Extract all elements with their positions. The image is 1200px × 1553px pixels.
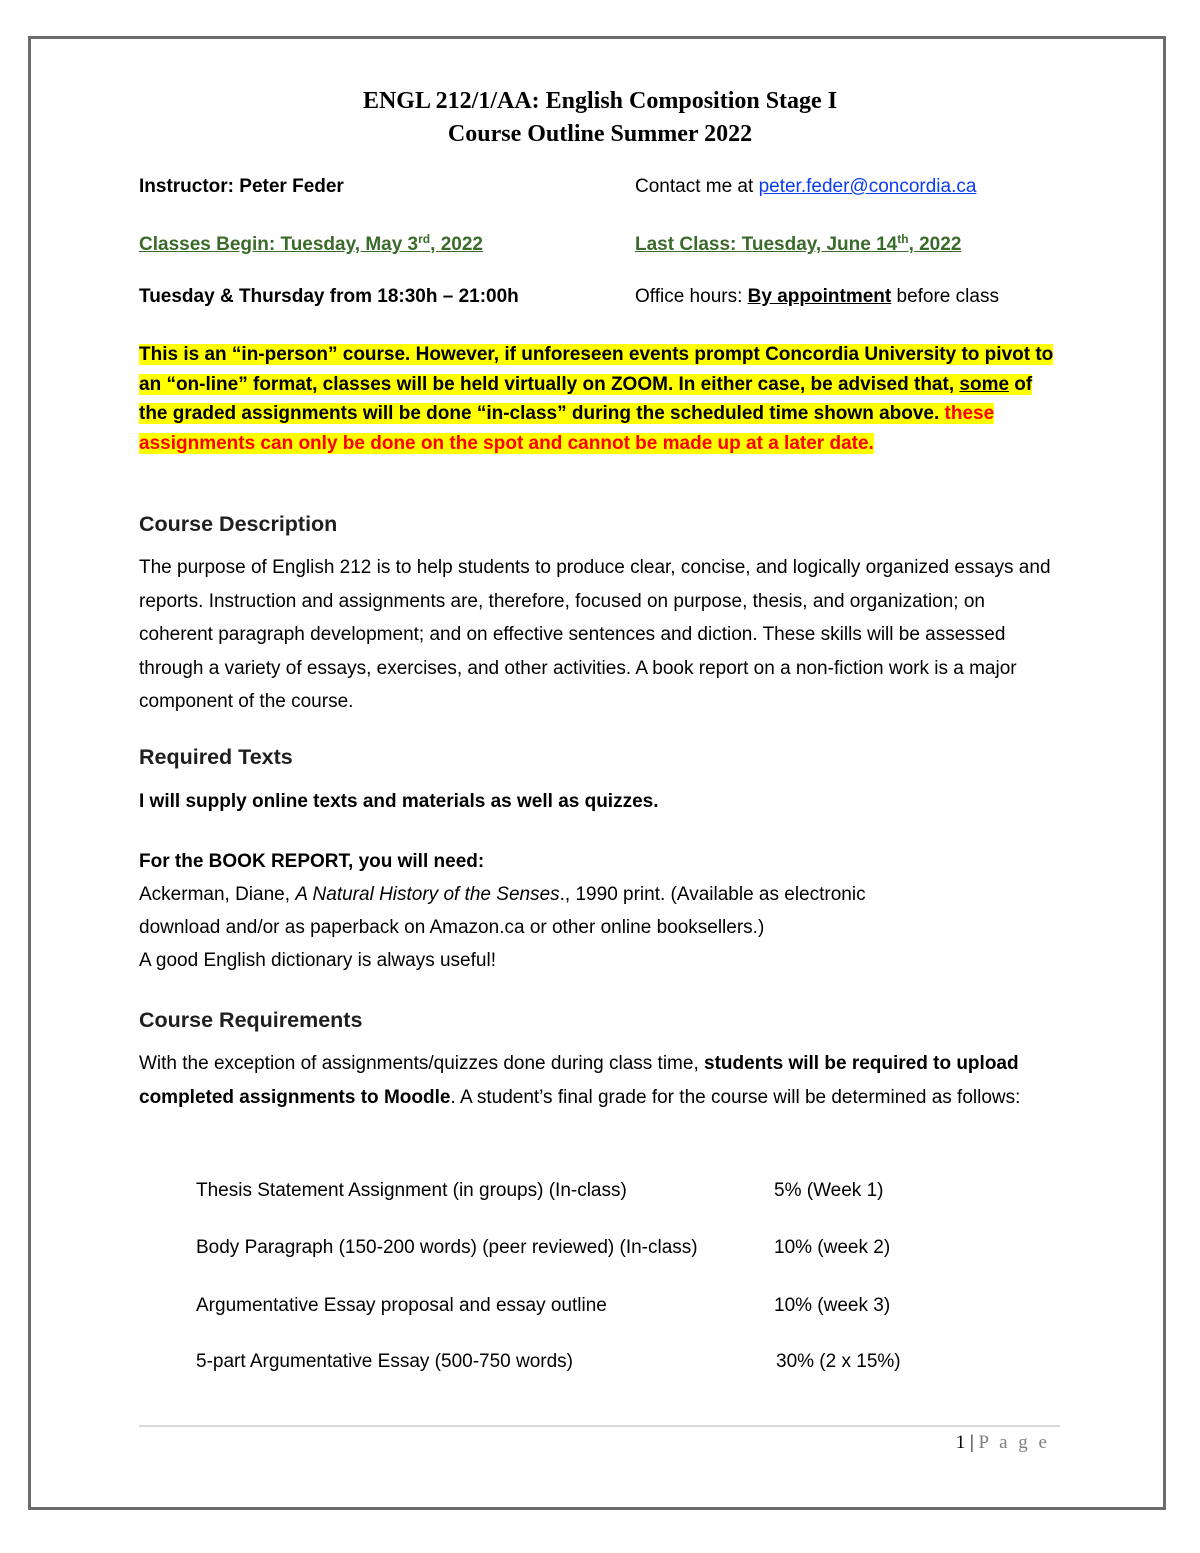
page-footer xyxy=(956,1432,1050,1454)
book-details: ., 1990 print. (Available as electronic xyxy=(559,884,866,905)
requirements-intro-a: With the exception of assignments/quizzes done during class time, xyxy=(139,1053,705,1074)
instructor-name: Instructor: Peter Feder xyxy=(139,176,344,197)
last-class-text: Last Class: Tuesday, June 14 xyxy=(635,234,898,255)
footer-divider xyxy=(139,1425,1060,1427)
last-class-year: , 2022 xyxy=(908,234,962,255)
last-class-sup: th xyxy=(897,232,909,246)
book-report-label: For the BOOK REPORT, you will need: xyxy=(139,851,485,872)
dictionary-note: A good English dictionary is always useful! xyxy=(139,950,496,971)
grade-item: Thesis Statement Assignment (in groups) (In-class) xyxy=(196,1180,627,1201)
page-border xyxy=(28,36,1166,1510)
office-hours-suffix: before class xyxy=(891,286,999,307)
office-hours xyxy=(635,286,999,308)
classes-begin-sup: rd xyxy=(418,232,431,246)
classes-begin-text: Classes Begin: Tuesday, May 3 xyxy=(139,234,419,255)
classes-begin-year: , 2022 xyxy=(430,234,483,255)
notice-underlined: some xyxy=(959,373,1010,395)
office-hours-appointment: By appointment xyxy=(747,286,892,307)
grade-item: 5-part Argumentative Essay (500-750 words) xyxy=(196,1351,574,1372)
supply-note: I will supply online texts and materials as well as quizzes. xyxy=(139,791,659,812)
page-number: 1 xyxy=(955,1432,966,1453)
requirements-intro xyxy=(139,1047,1064,1114)
book-availability: download and/or as paperback on Amazon.ca or other online booksellers.) xyxy=(139,917,765,938)
notice-part1: This is an “in-person” course. However, if unforeseen events prompt Concordia University to pivot to an “on-line” format, classes will be held virtually on ZOOM. In either case, be advised that, xyxy=(139,344,1054,395)
requirements-intro-b: . A student’s final grade for the course will be determined as follows: xyxy=(450,1086,1021,1108)
notice-part2: of the graded assignments will be done “in-class” during the scheduled time shown above. xyxy=(139,373,1033,424)
heading-course-requirements: Course Requirements xyxy=(139,1008,363,1032)
page-separator: | xyxy=(965,1432,979,1453)
in-person-notice xyxy=(139,340,1057,458)
course-description-text: The purpose of English 212 is to help students to produce clear, concise, and logically organized essays and reports. Instruction and assignments are, therefore, focused on purpose, thesis, and organization; on coherent paragraph development; and on effective sentences and diction. These skills will be assessed through a variety of essays, exercises, and other activities. A book report on a non-fiction work is a major component of the course. xyxy=(139,557,1051,712)
course-title: ENGL 212/1/AA: English Composition Stage I xyxy=(362,88,838,114)
grade-weight: 10% (week 3) xyxy=(774,1295,891,1316)
last-class xyxy=(635,234,961,256)
grade-weight: 30% (2 x 15%) xyxy=(776,1351,901,1372)
page-label: P a g e xyxy=(978,1432,1050,1453)
contact-email-link[interactable]: peter.feder@concordia.ca xyxy=(758,176,977,197)
notice-warning: these assignments can only be done on the spot and cannot be made up at a later date. xyxy=(139,403,995,454)
classes-begin xyxy=(139,234,483,256)
heading-course-description: Course Description xyxy=(139,512,338,536)
grade-weight: 5% (Week 1) xyxy=(774,1180,884,1201)
office-hours-label: Office hours: xyxy=(635,286,748,307)
book-citation xyxy=(139,884,866,906)
grade-item: Body Paragraph (150-200 words) (peer reviewed) (In-class) xyxy=(196,1237,698,1258)
class-schedule: Tuesday & Thursday from 18:30h – 21:00h xyxy=(139,286,519,307)
book-title: A Natural History of the Senses xyxy=(295,884,560,905)
contact-line xyxy=(635,176,976,198)
course-subtitle: Course Outline Summer 2022 xyxy=(447,121,753,147)
grade-weight: 10% (week 2) xyxy=(774,1237,891,1258)
requirements-intro-bold: students will be required to upload completed assignments to Moodle xyxy=(139,1053,1019,1108)
grade-item: Argumentative Essay proposal and essay outline xyxy=(196,1295,607,1316)
book-author: Ackerman, Diane, xyxy=(139,884,296,905)
heading-required-texts: Required Texts xyxy=(139,745,293,769)
contact-prefix: Contact me at xyxy=(635,176,759,197)
